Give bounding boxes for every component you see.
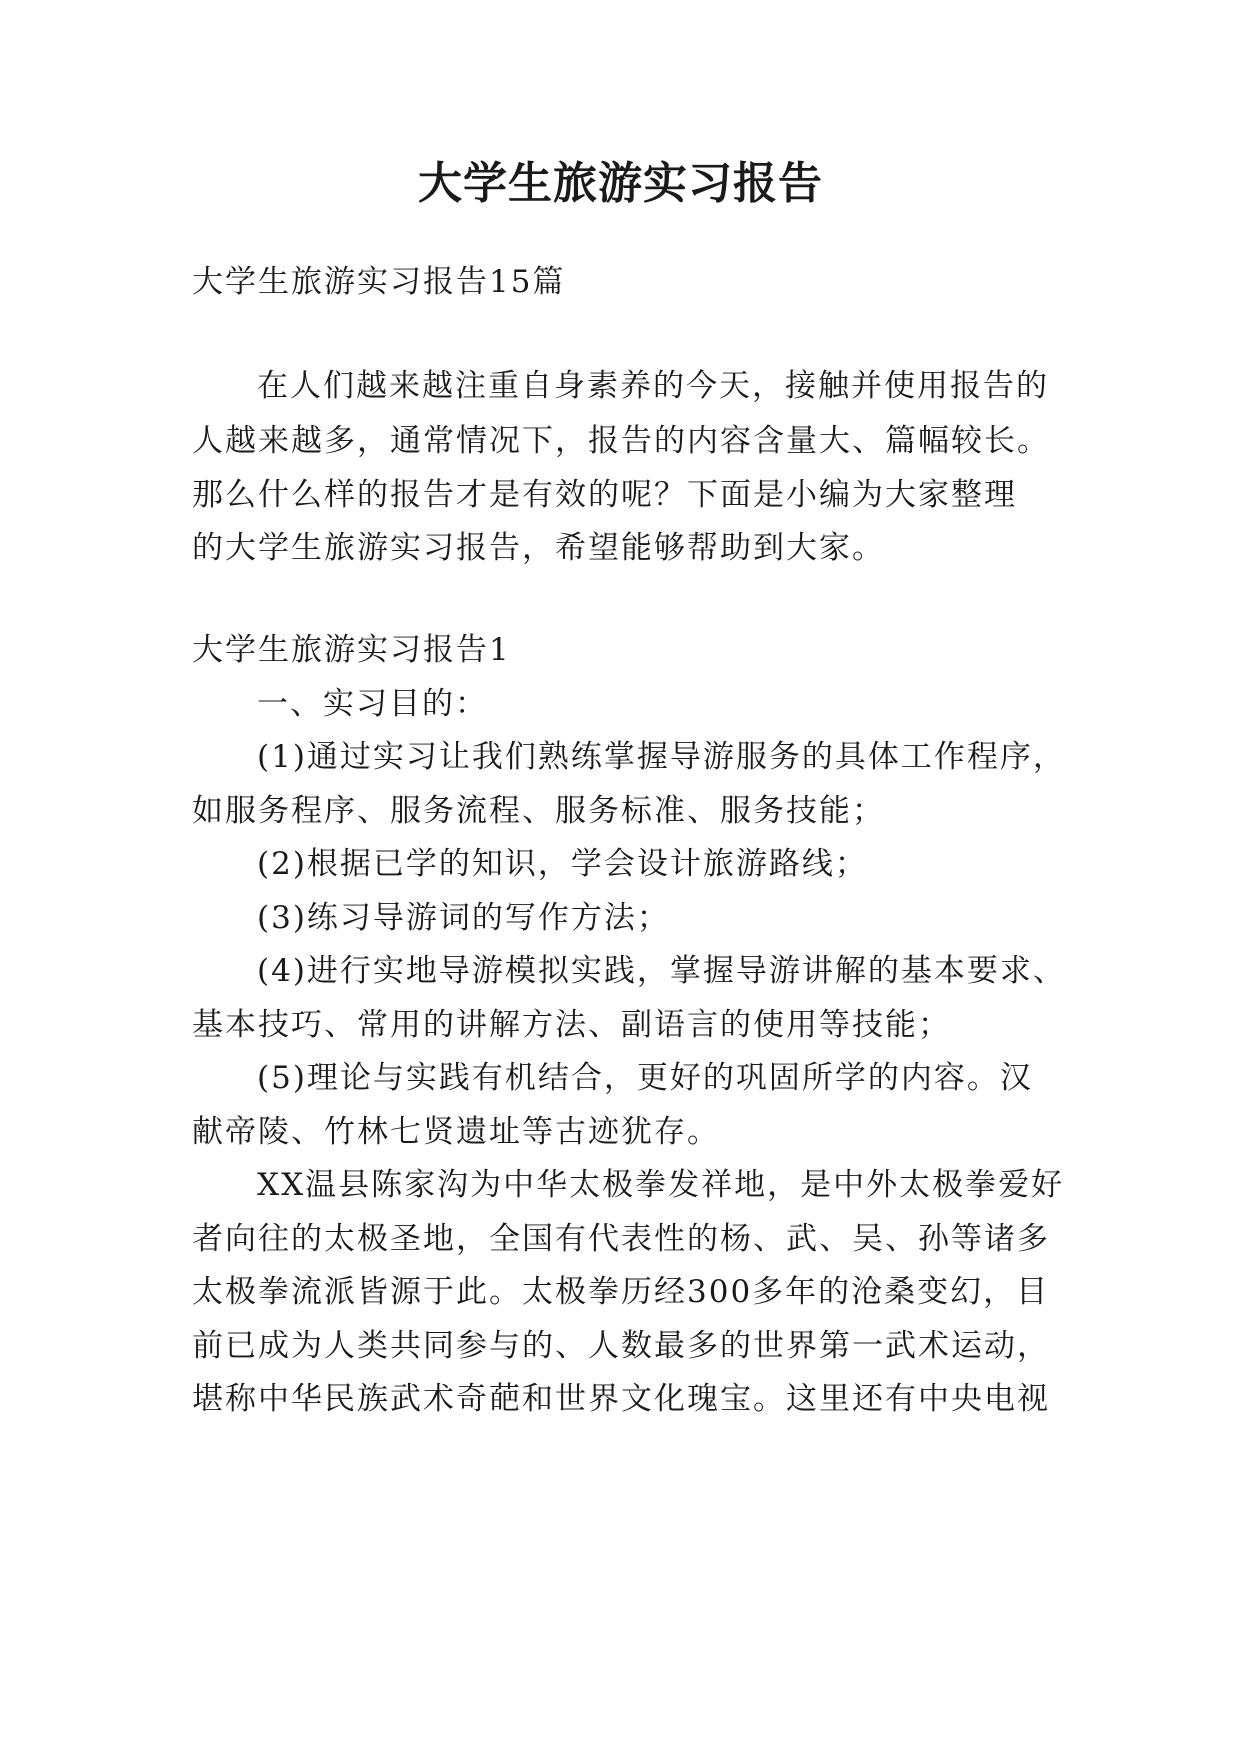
- body-line: 者向往的太极圣地，全国有代表性的杨、武、吴、孙等诸多: [192, 1221, 1050, 1257]
- purpose-item: (2)根据已学的知识，学会设计旅游路线；: [257, 846, 868, 882]
- purpose-item: (3)练习导游词的写作方法；: [257, 900, 670, 936]
- purpose-item: (1)通过实习让我们熟练掌握导游服务的具体工作程序，: [257, 739, 1066, 775]
- body-line: XX温县陈家沟为中华太极拳发祥地，是中外太极拳爱好: [257, 1167, 1065, 1203]
- intro-line: 的大学生旅游实习报告，希望能够帮助到大家。: [192, 530, 885, 566]
- intro-line: 人越来越多，通常情况下，报告的内容含量大、篇幅较长。: [192, 423, 1050, 459]
- intro-line: 在人们越来越注重自身素养的今天，接触并使用报告的: [257, 368, 1049, 404]
- body-line: 太极拳流派皆源于此。太极拳历经300多年的沧桑变幻，目: [192, 1274, 1050, 1310]
- body-line: 前已成为人类共同参与的、人数最多的世界第一武术运动，: [192, 1328, 1050, 1364]
- section-heading: 大学生旅游实习报告1: [192, 632, 511, 668]
- purpose-heading: 一、实习目的：: [257, 686, 488, 722]
- purpose-item: (5)理论与实践有机结合，更好的巩固所学的内容。汉: [257, 1060, 1033, 1096]
- document-subtitle: 大学生旅游实习报告15篇: [192, 264, 566, 300]
- purpose-item-continuation: 如服务程序、服务流程、服务标准、服务技能；: [192, 793, 885, 829]
- purpose-item-continuation: 基本技巧、常用的讲解方法、副语言的使用等技能；: [192, 1007, 951, 1043]
- purpose-item-continuation: 献帝陵、竹林七贤遗址等古迹犹存。: [192, 1114, 720, 1150]
- document-title: 大学生旅游实习报告: [418, 158, 823, 209]
- body-line: 堪称中华民族武术奇葩和世界文化瑰宝。这里还有中央电视: [192, 1381, 1050, 1417]
- intro-line: 那么什么样的报告才是有效的呢？下面是小编为大家整理: [192, 477, 1017, 513]
- purpose-item: (4)进行实地导游模拟实践，掌握导游讲解的基本要求、: [257, 953, 1066, 989]
